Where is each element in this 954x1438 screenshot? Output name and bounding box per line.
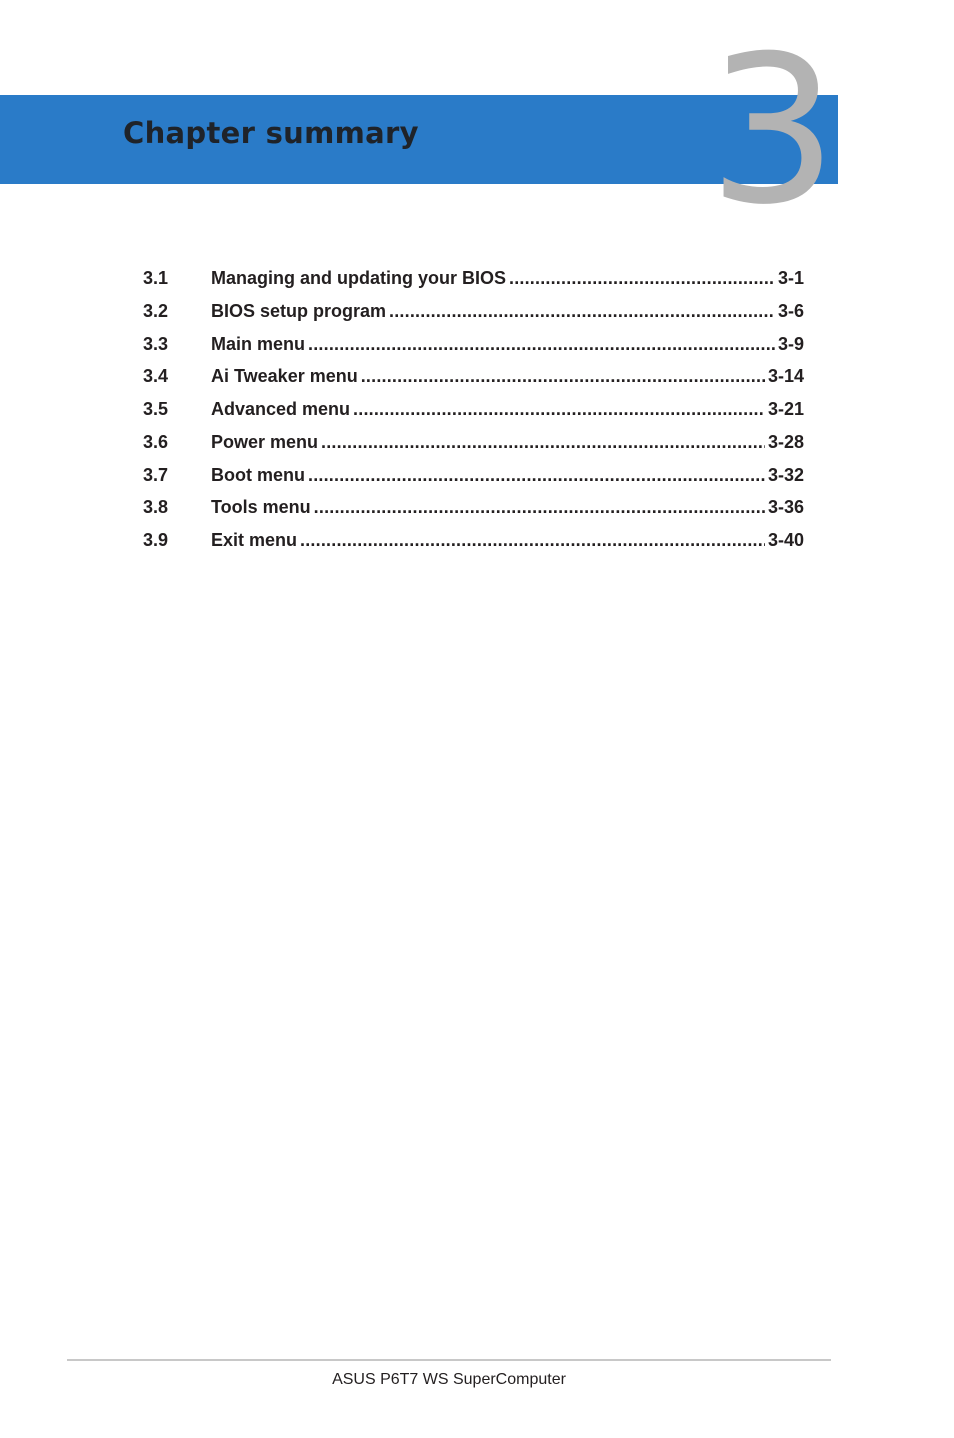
table-of-contents: [143, 268, 804, 563]
toc-section-number: 3.6: [143, 431, 169, 452]
toc-section-number: 3.8: [143, 497, 169, 518]
chapter-number: 3: [708, 13, 838, 250]
toc-page-number: 3-32: [767, 464, 804, 485]
toc-dot-leader: [300, 530, 765, 551]
toc-entry[interactable]: [143, 530, 804, 563]
toc-section-number: 3.3: [143, 333, 169, 354]
footer-product-name: ASUS P6T7 WS SuperComputer: [332, 1371, 566, 1388]
toc-dot-leader: [308, 465, 765, 486]
toc-entry[interactable]: [143, 497, 804, 530]
toc-section-number: 3.2: [143, 300, 169, 321]
toc-section-number: 3.5: [143, 399, 169, 419]
toc-page-number: 3-40: [767, 530, 804, 550]
toc-entry[interactable]: [143, 399, 804, 432]
toc-section-number: 3.1: [143, 268, 169, 288]
toc-entry[interactable]: [143, 432, 804, 465]
toc-dot-leader: [389, 301, 775, 322]
footer-divider: [67, 1359, 831, 1361]
toc-section-title: Main menu: [211, 333, 306, 354]
toc-entry[interactable]: [143, 366, 804, 399]
toc-entry[interactable]: [143, 268, 804, 301]
toc-dot-leader: [308, 334, 775, 355]
toc-dot-leader: [509, 268, 775, 289]
toc-section-title: Ai Tweaker menu: [211, 366, 358, 387]
toc-entry[interactable]: [143, 301, 804, 334]
toc-page-number: 3-36: [767, 497, 804, 518]
toc-page-number: 3-14: [767, 366, 804, 387]
toc-section-title: BIOS setup program: [211, 300, 387, 321]
toc-section-number: 3.4: [143, 366, 169, 387]
toc-dot-leader: [361, 366, 765, 387]
toc-page-number: 3-6: [777, 300, 804, 321]
toc-dot-leader: [353, 399, 765, 420]
toc-section-title: Boot menu: [211, 464, 305, 485]
toc-page-number: 3-9: [777, 333, 804, 354]
toc-entry[interactable]: [143, 334, 804, 367]
toc-dot-leader: [314, 497, 765, 518]
toc-page-number: 3-28: [767, 431, 804, 452]
toc-section-number: 3.9: [143, 530, 169, 550]
toc-section-title: Advanced menu: [211, 399, 351, 419]
toc-entry[interactable]: [143, 465, 804, 498]
toc-section-title: Tools menu: [211, 497, 311, 518]
toc-section-number: 3.7: [143, 464, 169, 485]
toc-section-title: Exit menu: [211, 530, 298, 550]
toc-page-number: 3-21: [767, 399, 804, 419]
toc-page-number: 3-1: [777, 268, 804, 288]
chapter-title: Chapter summary: [123, 116, 419, 150]
toc-section-title: Managing and updating your BIOS: [211, 268, 506, 288]
toc-section-title: Power menu: [211, 431, 319, 452]
toc-dot-leader: [321, 432, 765, 453]
